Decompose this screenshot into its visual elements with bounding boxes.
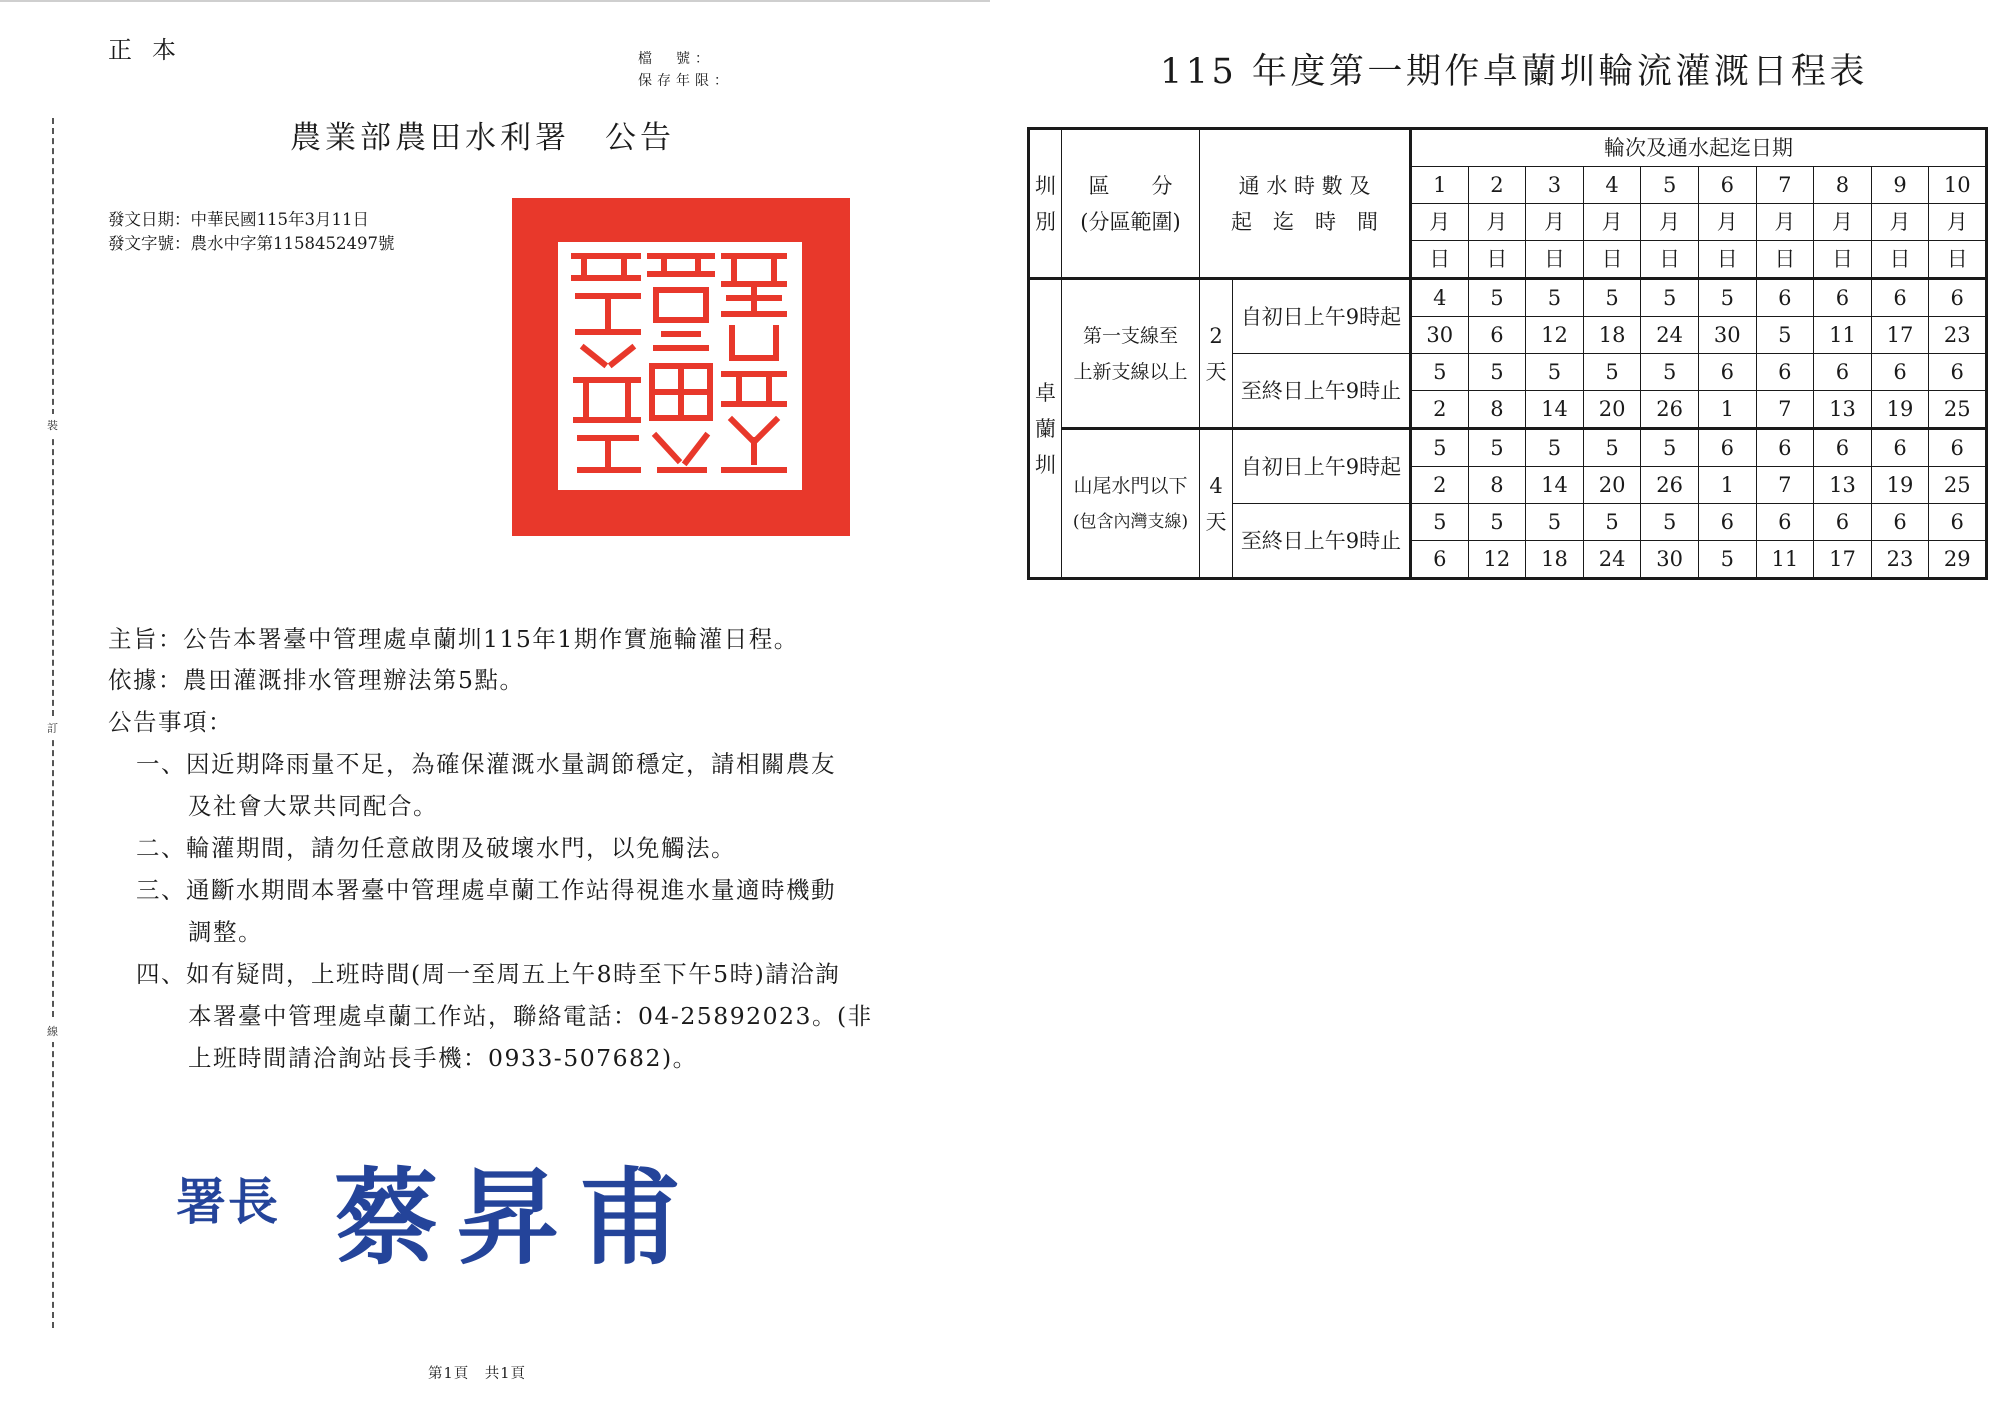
start-month-cell: 6 [1871, 429, 1929, 467]
month-label: 月 [1411, 204, 1469, 241]
start-day-cell: 30 [1698, 317, 1756, 354]
zone-name-cell [1062, 429, 1200, 579]
end-month-cell: 5 [1526, 354, 1584, 391]
start-month-cell: 6 [1814, 279, 1872, 317]
canal-header-line-2: 別 [1035, 209, 1056, 234]
start-day-cell: 6 [1468, 317, 1526, 354]
start-day-cell: 14 [1526, 467, 1584, 504]
end-day-cell: 17 [1814, 541, 1872, 579]
end-day-cell: 25 [1929, 391, 1987, 429]
canal-name-cell [1029, 279, 1062, 579]
end-month-cell: 6 [1814, 354, 1872, 391]
end-day-cell: 18 [1526, 541, 1584, 579]
month-label: 月 [1698, 204, 1756, 241]
binding-mark-ding: 訂 [47, 717, 58, 739]
day-label: 日 [1698, 241, 1756, 279]
zone-days-line: 2 [1209, 323, 1223, 348]
end-time-label: 至終日上午9時止 [1233, 504, 1411, 579]
end-day-cell: 30 [1641, 541, 1699, 579]
end-month-cell: 6 [1698, 354, 1756, 391]
day-label: 日 [1583, 241, 1641, 279]
issue-number: 發文字號：農水中字第1158452497號 [108, 234, 395, 253]
start-month-cell: 6 [1756, 429, 1814, 467]
schedule-body [1029, 129, 1987, 579]
start-month-cell: 5 [1583, 279, 1641, 317]
round-number: 7 [1756, 167, 1814, 204]
basis-line: 依據：農田灌溉排水管理辦法第5點。 [108, 666, 525, 694]
end-month-cell: 5 [1526, 504, 1584, 541]
start-day-cell: 13 [1814, 467, 1872, 504]
signature-title: 署長 [176, 1172, 280, 1231]
end-month-cell: 5 [1583, 354, 1641, 391]
header-row-group [1029, 129, 1987, 167]
canal-name-char: 卓 [1035, 380, 1056, 405]
rounds-group-header: 輪次及通水起迄日期 [1411, 129, 1987, 167]
notice-item-3-cont: 調整。 [188, 918, 263, 946]
start-month-cell: 5 [1641, 429, 1699, 467]
end-month-cell: 5 [1468, 504, 1526, 541]
zone-days-cell [1200, 429, 1233, 579]
zone-2-row [1029, 429, 1987, 467]
zone-days-line: 4 [1209, 473, 1223, 498]
notice-item-1-cont: 及社會大眾共同配合。 [188, 792, 438, 820]
end-month-cell: 5 [1468, 354, 1526, 391]
zone-header-line-2: (分區範圍) [1080, 209, 1181, 234]
end-time-label: 至終日上午9時止 [1233, 354, 1411, 429]
zone-name-line: 第一支線至 [1082, 324, 1178, 347]
month-label: 月 [1756, 204, 1814, 241]
month-label: 月 [1526, 204, 1584, 241]
zone-header-line-1: 區 分 [1088, 173, 1173, 198]
announcement-page [0, 0, 990, 1414]
zone-days-line: 天 [1205, 359, 1227, 384]
notice-item-3: 三、通斷水期間本署臺中管理處卓蘭工作站得視進水量適時機動 [136, 876, 836, 904]
end-day-cell: 14 [1526, 391, 1584, 429]
zone-name-line: 上新支線以上 [1073, 360, 1188, 383]
start-month-cell: 6 [1871, 279, 1929, 317]
start-day-cell: 7 [1756, 467, 1814, 504]
start-day-cell: 12 [1526, 317, 1584, 354]
agency-announcement-title: 農業部農田水利署 公告 [290, 120, 675, 156]
round-number: 9 [1871, 167, 1929, 204]
end-day-cell: 26 [1641, 391, 1699, 429]
zone-name-cell [1062, 279, 1200, 429]
end-day-cell: 13 [1814, 391, 1872, 429]
end-day-cell: 24 [1583, 541, 1641, 579]
start-month-cell: 6 [1756, 279, 1814, 317]
day-label: 日 [1526, 241, 1584, 279]
time-header [1200, 129, 1411, 279]
end-day-cell: 29 [1929, 541, 1987, 579]
month-label: 月 [1641, 204, 1699, 241]
end-day-cell: 8 [1468, 391, 1526, 429]
end-month-cell: 6 [1871, 354, 1929, 391]
end-month-cell: 5 [1641, 504, 1699, 541]
notice-item-1: 一、因近期降雨量不足，為確保灌溉水量調節穩定，請相關農友 [136, 750, 836, 778]
notice-item-4-cont-2: 上班時間請洽詢站長手機：0933-507682)。 [188, 1044, 698, 1072]
start-month-cell: 5 [1641, 279, 1699, 317]
end-day-cell: 6 [1411, 541, 1469, 579]
day-label: 日 [1756, 241, 1814, 279]
start-month-cell: 6 [1929, 429, 1987, 467]
zone-name-line: 山尾水門以下 [1073, 474, 1188, 497]
start-day-cell: 8 [1468, 467, 1526, 504]
start-month-cell: 5 [1411, 429, 1469, 467]
notice-item-4-cont: 本署臺中管理處卓蘭工作站，聯絡電話：04-25892023。(非 [188, 1002, 873, 1030]
notice-item-2: 二、輪灌期間，請勿任意啟閉及破壞水門，以免觸法。 [136, 834, 736, 862]
end-day-cell: 2 [1411, 391, 1469, 429]
subject-line: 主旨：公告本署臺中管理處卓蘭圳115年1期作實施輪灌日程。 [108, 625, 799, 653]
day-label: 日 [1468, 241, 1526, 279]
end-month-cell: 6 [1929, 354, 1987, 391]
day-label: 日 [1814, 241, 1872, 279]
notice-item-4: 四、如有疑問，上班時間(周一至周五上午8時至下午5時)請洽詢 [136, 960, 841, 988]
end-month-cell: 6 [1929, 504, 1987, 541]
original-copy-mark: 正本 [108, 36, 196, 64]
start-month-cell: 5 [1468, 429, 1526, 467]
binding-mark-zhuang: 裝 [47, 414, 58, 436]
end-month-cell: 6 [1756, 354, 1814, 391]
round-number: 2 [1468, 167, 1526, 204]
end-month-cell: 6 [1814, 504, 1872, 541]
time-header-line-1: 通 水 時 數 及 [1238, 173, 1371, 198]
day-label: 日 [1929, 241, 1987, 279]
month-label: 月 [1468, 204, 1526, 241]
start-month-cell: 5 [1468, 279, 1526, 317]
day-label: 日 [1641, 241, 1699, 279]
canal-header-line-1: 圳 [1035, 173, 1056, 198]
file-number-label: 檔 號： [638, 51, 714, 67]
round-number: 10 [1929, 167, 1987, 204]
start-day-cell: 30 [1411, 317, 1469, 354]
start-month-cell: 6 [1814, 429, 1872, 467]
canal-header [1029, 129, 1062, 279]
zone-1-row [1029, 279, 1987, 317]
end-month-cell: 6 [1871, 504, 1929, 541]
zone-days-line: 天 [1205, 509, 1227, 534]
end-month-cell: 5 [1411, 354, 1469, 391]
start-day-cell: 26 [1641, 467, 1699, 504]
end-day-cell: 7 [1756, 391, 1814, 429]
start-month-cell: 5 [1526, 279, 1584, 317]
end-day-cell: 19 [1871, 391, 1929, 429]
schedule-title: 115 年度第一期作卓蘭圳輪流灌溉日程表 [1160, 52, 1868, 92]
irrigation-schedule-table [1027, 127, 1988, 580]
end-month-cell: 6 [1698, 504, 1756, 541]
zone-days-cell [1200, 279, 1233, 429]
binding-mark-xian: 線 [47, 1020, 58, 1042]
zone-header [1062, 129, 1200, 279]
end-day-cell: 12 [1468, 541, 1526, 579]
end-day-cell: 20 [1583, 391, 1641, 429]
end-month-cell: 6 [1756, 504, 1814, 541]
time-header-line-2: 起 迄 時 間 [1231, 209, 1378, 234]
month-label: 月 [1871, 204, 1929, 241]
end-day-cell: 11 [1756, 541, 1814, 579]
start-month-cell: 6 [1698, 429, 1756, 467]
start-day-cell: 20 [1583, 467, 1641, 504]
start-month-cell: 6 [1929, 279, 1987, 317]
start-day-cell: 11 [1814, 317, 1872, 354]
round-number: 6 [1698, 167, 1756, 204]
month-label: 月 [1929, 204, 1987, 241]
start-day-cell: 17 [1871, 317, 1929, 354]
month-label: 月 [1583, 204, 1641, 241]
page-top-rule [0, 0, 990, 2]
round-number: 5 [1641, 167, 1699, 204]
start-time-label: 自初日上午9時起 [1233, 429, 1411, 504]
start-month-cell: 5 [1583, 429, 1641, 467]
start-month-cell: 5 [1526, 429, 1584, 467]
start-day-cell: 19 [1871, 467, 1929, 504]
seal-face [558, 242, 802, 490]
start-month-cell: 5 [1698, 279, 1756, 317]
end-day-cell: 5 [1698, 541, 1756, 579]
round-number: 1 [1411, 167, 1469, 204]
official-seal [512, 198, 850, 536]
retention-period-label: 保存年限： [638, 73, 733, 89]
round-number: 8 [1814, 167, 1872, 204]
page-number: 第1頁 共1頁 [428, 1366, 526, 1382]
start-day-cell: 24 [1641, 317, 1699, 354]
start-day-cell: 5 [1756, 317, 1814, 354]
start-day-cell: 1 [1698, 467, 1756, 504]
end-month-cell: 5 [1583, 504, 1641, 541]
start-time-label: 自初日上午9時起 [1233, 279, 1411, 354]
day-label: 日 [1871, 241, 1929, 279]
issue-date: 發文日期：中華民國115年3月11日 [108, 210, 369, 229]
end-month-cell: 5 [1641, 354, 1699, 391]
zone-name-line: (包含內灣支線) [1072, 511, 1189, 532]
canal-name-char: 圳 [1035, 452, 1056, 477]
canal-name-char: 蘭 [1035, 416, 1056, 441]
end-month-cell: 5 [1411, 504, 1469, 541]
start-day-cell: 18 [1583, 317, 1641, 354]
notice-items-heading: 公告事項： [108, 708, 233, 736]
start-day-cell: 2 [1411, 467, 1469, 504]
day-label: 日 [1411, 241, 1469, 279]
end-day-cell: 23 [1871, 541, 1929, 579]
start-day-cell: 23 [1929, 317, 1987, 354]
seal-script-icon [564, 248, 796, 484]
start-day-cell: 25 [1929, 467, 1987, 504]
round-number: 4 [1583, 167, 1641, 204]
month-label: 月 [1814, 204, 1872, 241]
round-number: 3 [1526, 167, 1584, 204]
signature-name: 蔡昇甫 [334, 1156, 701, 1279]
end-day-cell: 1 [1698, 391, 1756, 429]
start-month-cell: 4 [1411, 279, 1469, 317]
